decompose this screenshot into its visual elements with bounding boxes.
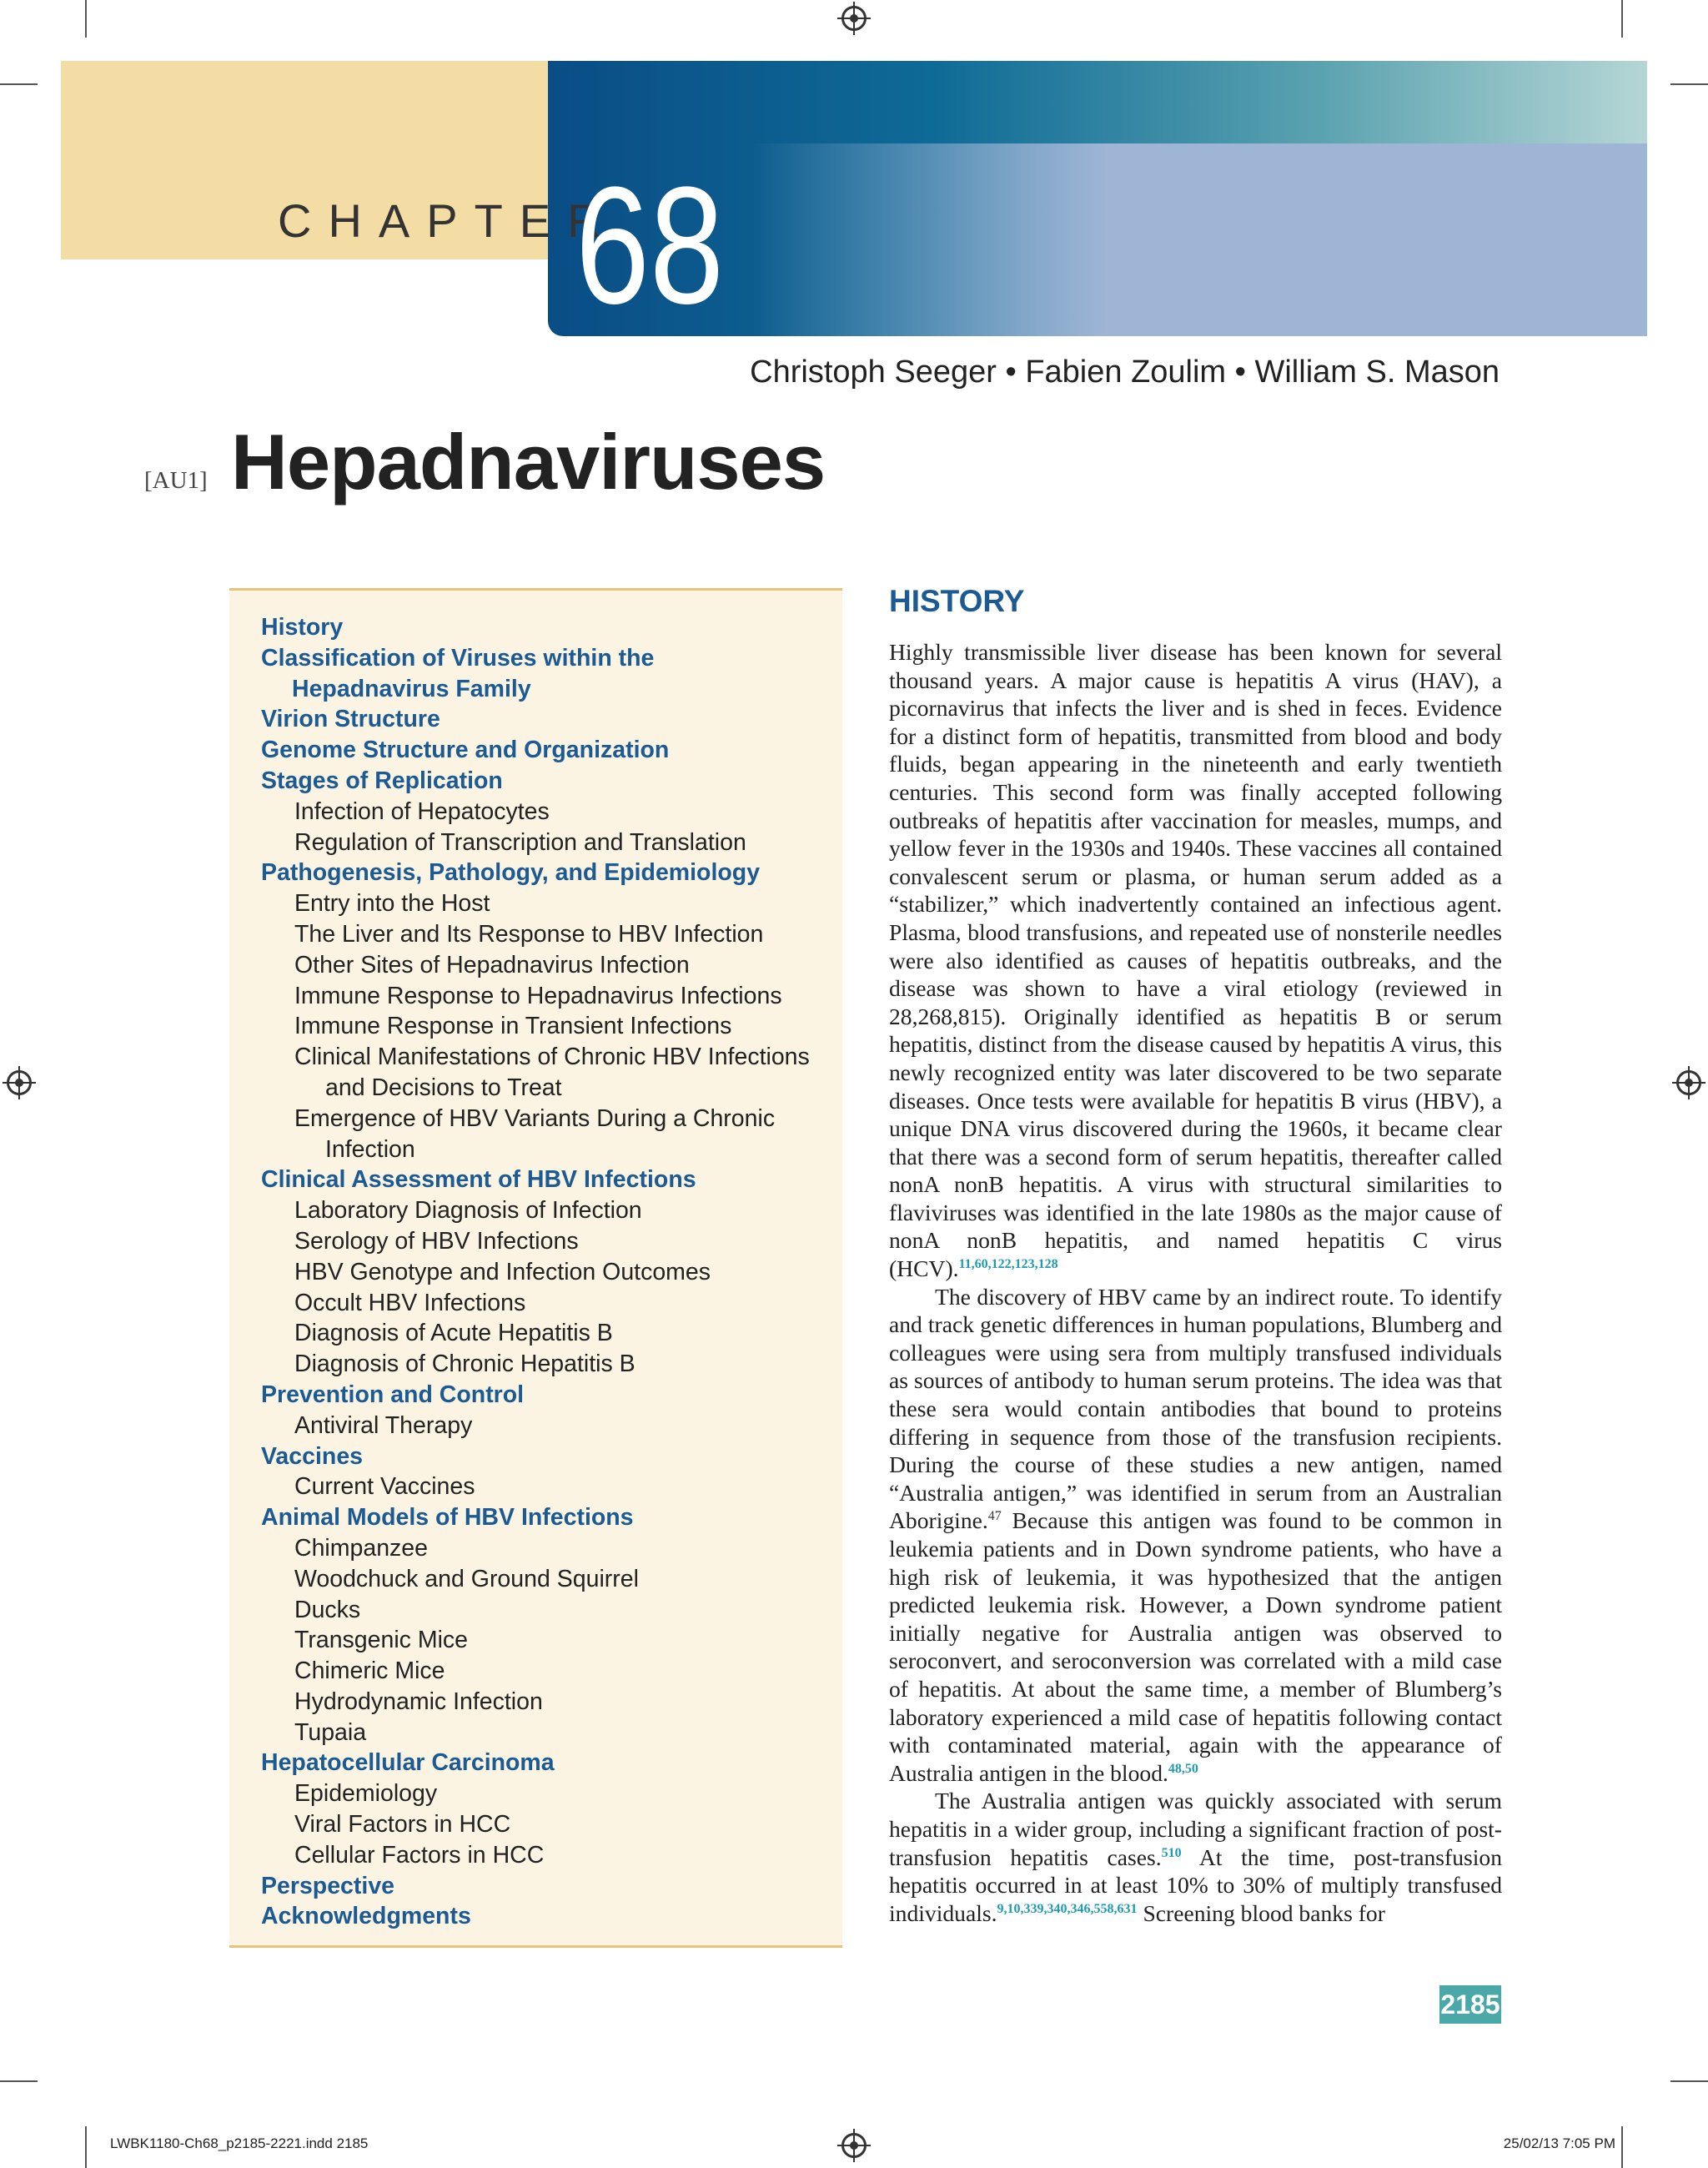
outline-item-label: Tupaia (294, 1718, 367, 1746)
chapter-number: 68 (575, 153, 724, 339)
paragraph-text: The Australia antigen was quickly associated with serum hepatitis in a wider group, including a significant fraction of post-transfusion hepatitis cases. (889, 1788, 1502, 1870)
outline-item-label: Pathogenesis, Pathology, and Epidemiology (261, 859, 761, 887)
outline-item-label: Woodchuck and Ground Squirrel (294, 1565, 639, 1592)
outline-item[interactable] (261, 1441, 842, 1472)
outline-item[interactable] (261, 1718, 842, 1748)
crop-mark-top-right-h (1670, 83, 1708, 85)
outline-item[interactable] (261, 1380, 842, 1411)
outline-item-label: Current Vaccines (294, 1473, 475, 1501)
outline-item[interactable] (261, 612, 842, 643)
outline-item[interactable] (261, 1471, 842, 1502)
outline-item[interactable] (261, 858, 842, 888)
chapter-authors: Christoph Seeger • Fabien Zoulim • William S. Mason (750, 355, 1500, 390)
outline-item-label: Regulation of Transcription and Translation (294, 828, 746, 856)
outline-item-label: Infection of Hepatocytes (294, 797, 550, 825)
paragraph-text: At the time, post-transfusion hepatitis occurred in at least 10% to 30% of multiply transfused individuals. (889, 1844, 1502, 1926)
outline-item[interactable] (261, 1349, 842, 1380)
outline-item[interactable] (261, 1687, 842, 1718)
crop-mark-top-left (85, 0, 87, 38)
outline-item[interactable] (261, 1042, 842, 1104)
outline-item-label: Ducks (294, 1596, 361, 1623)
outline-item[interactable] (261, 1871, 842, 1902)
print-slug-date: 25/02/13 7:05 PM (1503, 2135, 1615, 2151)
paragraph-text: Because this antigen was found to be common in leukemia patients and in Down syndrome patients, who have a high risk of leukemia, it was hypothesized that the antigen predicted leukemia risk. However, a Down syndrome patient initially negative for Australia antigen was observed to seroconvert, and seroconversion was correlated with a mild case of hepatitis. At about the same time, a member of Blumberg’s laboratory experienced a mild case of hepatitis following contact with contaminated material, again with the appearance of Australia antigen in the blood. (889, 1507, 1502, 1786)
outline-item-label: HBV Genotype and Infection Outcomes (294, 1258, 711, 1285)
citation-reference[interactable]: 11,60,122,123,128 (958, 1256, 1058, 1271)
outline-item-label: Laboratory Diagnosis of Infection (294, 1197, 642, 1225)
registration-mark-top-icon (841, 6, 867, 31)
outline-item[interactable] (261, 827, 842, 858)
outline-item-label: Acknowledgments (261, 1903, 471, 1930)
outline-item-label: Transgenic Mice (294, 1627, 469, 1654)
outline-item[interactable] (261, 1104, 842, 1165)
outline-item-label-continued: Hepadnavirus Family (292, 675, 531, 702)
paragraph-text: Screening blood banks for (1137, 1899, 1385, 1926)
citation-reference[interactable]: 9,10,339,340,346,558,631 (997, 1901, 1138, 1916)
outline-item-label: Chimpanzee (294, 1534, 429, 1562)
registration-mark-bottom-icon (841, 2133, 867, 2158)
history-body (889, 638, 1502, 1927)
chapter-outline-box (229, 588, 842, 1948)
outline-item[interactable] (261, 1411, 842, 1441)
outline-item-label: Diagnosis of Chronic Hepatitis B (294, 1351, 635, 1378)
outline-item[interactable] (261, 1164, 842, 1195)
outline-item[interactable] (261, 1809, 842, 1840)
crop-mark-top-right (1621, 0, 1623, 38)
paragraph-text: The discovery of HBV came by an indirect route. To identify and track genetic differences in human populations, Blumberg and colleagues were using sera from multiply transfused individuals as sources of antibody to human serum proteins. The idea was that these sera would contain antibodies that bound to proteins differing in sequence from those of the transfusion recipients. During the course of these studies a new antigen, named “Australia antigen,” was identified in serum from an Australian Aborigine. (889, 1283, 1502, 1534)
registration-mark-right-icon (1676, 1070, 1701, 1095)
outline-item[interactable] (261, 1625, 842, 1656)
outline-item[interactable] (261, 1564, 842, 1595)
outline-item-label: Immune Response in Transient Infections (294, 1013, 732, 1040)
crop-mark-bottom-left (85, 2126, 87, 2168)
outline-item-label: Diagnosis of Acute Hepatitis B (294, 1320, 613, 1347)
outline-item-label: Stages of Replication (261, 767, 503, 794)
history-paragraph-2 (889, 1283, 1502, 1788)
outline-item-label: The Liver and Its Response to HBV Infection (294, 920, 764, 948)
outline-item-label: Occult HBV Infections (294, 1289, 526, 1316)
outline-item-label-continued: Infection (325, 1135, 415, 1163)
outline-item[interactable] (261, 1901, 842, 1932)
outline-item-label: Hepatocellular Carcinoma (261, 1749, 555, 1777)
outline-item-label: History (261, 614, 344, 641)
outline-item-label: Perspective (261, 1872, 395, 1899)
outline-item[interactable] (261, 1502, 842, 1533)
outline-item[interactable] (261, 797, 842, 827)
outline-item[interactable] (261, 1318, 842, 1349)
outline-item[interactable] (261, 950, 842, 981)
crop-mark-top-left-h (0, 83, 38, 85)
outline-item[interactable] (261, 981, 842, 1012)
outline-item-label: Other Sites of Hepadnavirus Infection (294, 951, 690, 978)
outline-item-label: Virion Structure (261, 706, 440, 733)
outline-item-label: Immune Response to Hepadnavirus Infections (294, 982, 782, 1009)
outline-item[interactable] (261, 1656, 842, 1687)
outline-item[interactable] (261, 1011, 842, 1042)
outline-item-label: Emergence of HBV Variants During a Chronic (294, 1104, 776, 1132)
paragraph-text: Highly transmissible liver disease has been known for several thousand years. A major cause is hepatitis A virus (HAV), a picornavirus that infects the liver and is shed in feces. Evidence for a distinct form of hepatitis, transmitted from blood and body fluids, began appearing in the nineteenth and early twentieth centuries. This second form was finally accepted following outbreaks of hepatitis after vaccination for measles, mumps, and yellow fever in the 1930s and 1940s. These vaccines all contained convalescent serum or plasma, or human serum added as a “stabilizer,” which inadvertently contained an infectious agent. Plasma, blood transfusions, and repeated use of nonsterile needles were also identified as causes of hepatitis outbreaks, and the disease was shown to have a viral etiology (reviewed in 28,268,815). Originally identified as hepatitis B or serum hepatitis, distinct from the disease caused by hepatitis A virus, this newly recognized entity was later discovered to be two separate diseases. Once tests were available for hepatitis B virus (HBV), a unique DNA virus discovered during the 1960s, it became clear that there was a second form of serum hepatitis, thereafter called nonA nonB hepatitis. A virus with structural similarities to flaviviruses was identified in the late 1980s as the major cause of nonA nonB hepatitis, and named hepatitis C virus (HCV). (889, 639, 1502, 1282)
citation-reference[interactable]: 47 (987, 1509, 1002, 1524)
outline-item-label: Vaccines (261, 1442, 364, 1470)
outline-item-label: Viral Factors in HCC (294, 1811, 511, 1839)
outline-item-label: Serology of HBV Infections (294, 1227, 579, 1255)
outline-item[interactable] (261, 1195, 842, 1226)
outline-item-label: Classification of Viruses within the (261, 644, 655, 672)
history-paragraph-3 (889, 1787, 1502, 1927)
outline-item-label-continued: and Decisions to Treat (325, 1074, 562, 1101)
outline-item-label: Animal Models of HBV Infections (261, 1504, 634, 1532)
outline-item-label: Clinical Assessment of HBV Infections (261, 1166, 696, 1194)
chapter-title: Hepadnaviruses (231, 418, 826, 506)
outline-item[interactable] (261, 888, 842, 919)
outline-item-label: Epidemiology (294, 1780, 438, 1808)
outline-item-label: Hydrodynamic Infection (294, 1688, 543, 1715)
outline-item[interactable] (261, 1778, 842, 1809)
outline-item[interactable] (261, 1288, 842, 1319)
crop-mark-bottom-right (1621, 2126, 1623, 2168)
section-heading-history: HISTORY (889, 584, 1025, 618)
outline-item[interactable] (261, 704, 842, 735)
outline-item[interactable] (261, 1840, 842, 1871)
history-paragraph-1 (889, 638, 1502, 1283)
chapter-outline-list (229, 591, 842, 1932)
crop-mark-bottom-right-h (1670, 2080, 1708, 2082)
outline-item[interactable] (261, 643, 842, 705)
author-query-tag: [AU1] (144, 467, 208, 494)
outline-item[interactable] (261, 766, 842, 797)
chapter-banner-lavender (751, 143, 1647, 336)
outline-item-label: Cellular Factors in HCC (294, 1841, 545, 1869)
outline-item[interactable] (261, 1595, 842, 1626)
outline-item[interactable] (261, 1748, 842, 1778)
outline-item-label: Entry into the Host (294, 890, 490, 918)
crop-mark-bottom-left-h (0, 2080, 38, 2082)
registration-mark-left-icon (7, 1070, 32, 1095)
outline-item-label: Prevention and Control (261, 1381, 525, 1408)
outline-item[interactable] (261, 919, 842, 950)
outline-item-label: Clinical Manifestations of Chronic HBV Infections (294, 1044, 810, 1071)
outline-item[interactable] (261, 735, 842, 766)
outline-item-label: Antiviral Therapy (294, 1411, 473, 1439)
page-number: 2185 (1439, 1985, 1501, 2024)
outline-item[interactable] (261, 1226, 842, 1257)
outline-item[interactable] (261, 1533, 842, 1564)
outline-item[interactable] (261, 1257, 842, 1288)
print-slug-file: LWBK1180-Ch68_p2185-2221.indd 2185 (110, 2135, 369, 2151)
citation-reference[interactable]: 48,50 (1168, 1761, 1198, 1776)
citation-reference[interactable]: 510 (1161, 1845, 1182, 1860)
chapter-label: CHAPTER (278, 194, 618, 247)
outline-item-label: Genome Structure and Organization (261, 737, 670, 764)
outline-item-label: Chimeric Mice (294, 1657, 445, 1685)
